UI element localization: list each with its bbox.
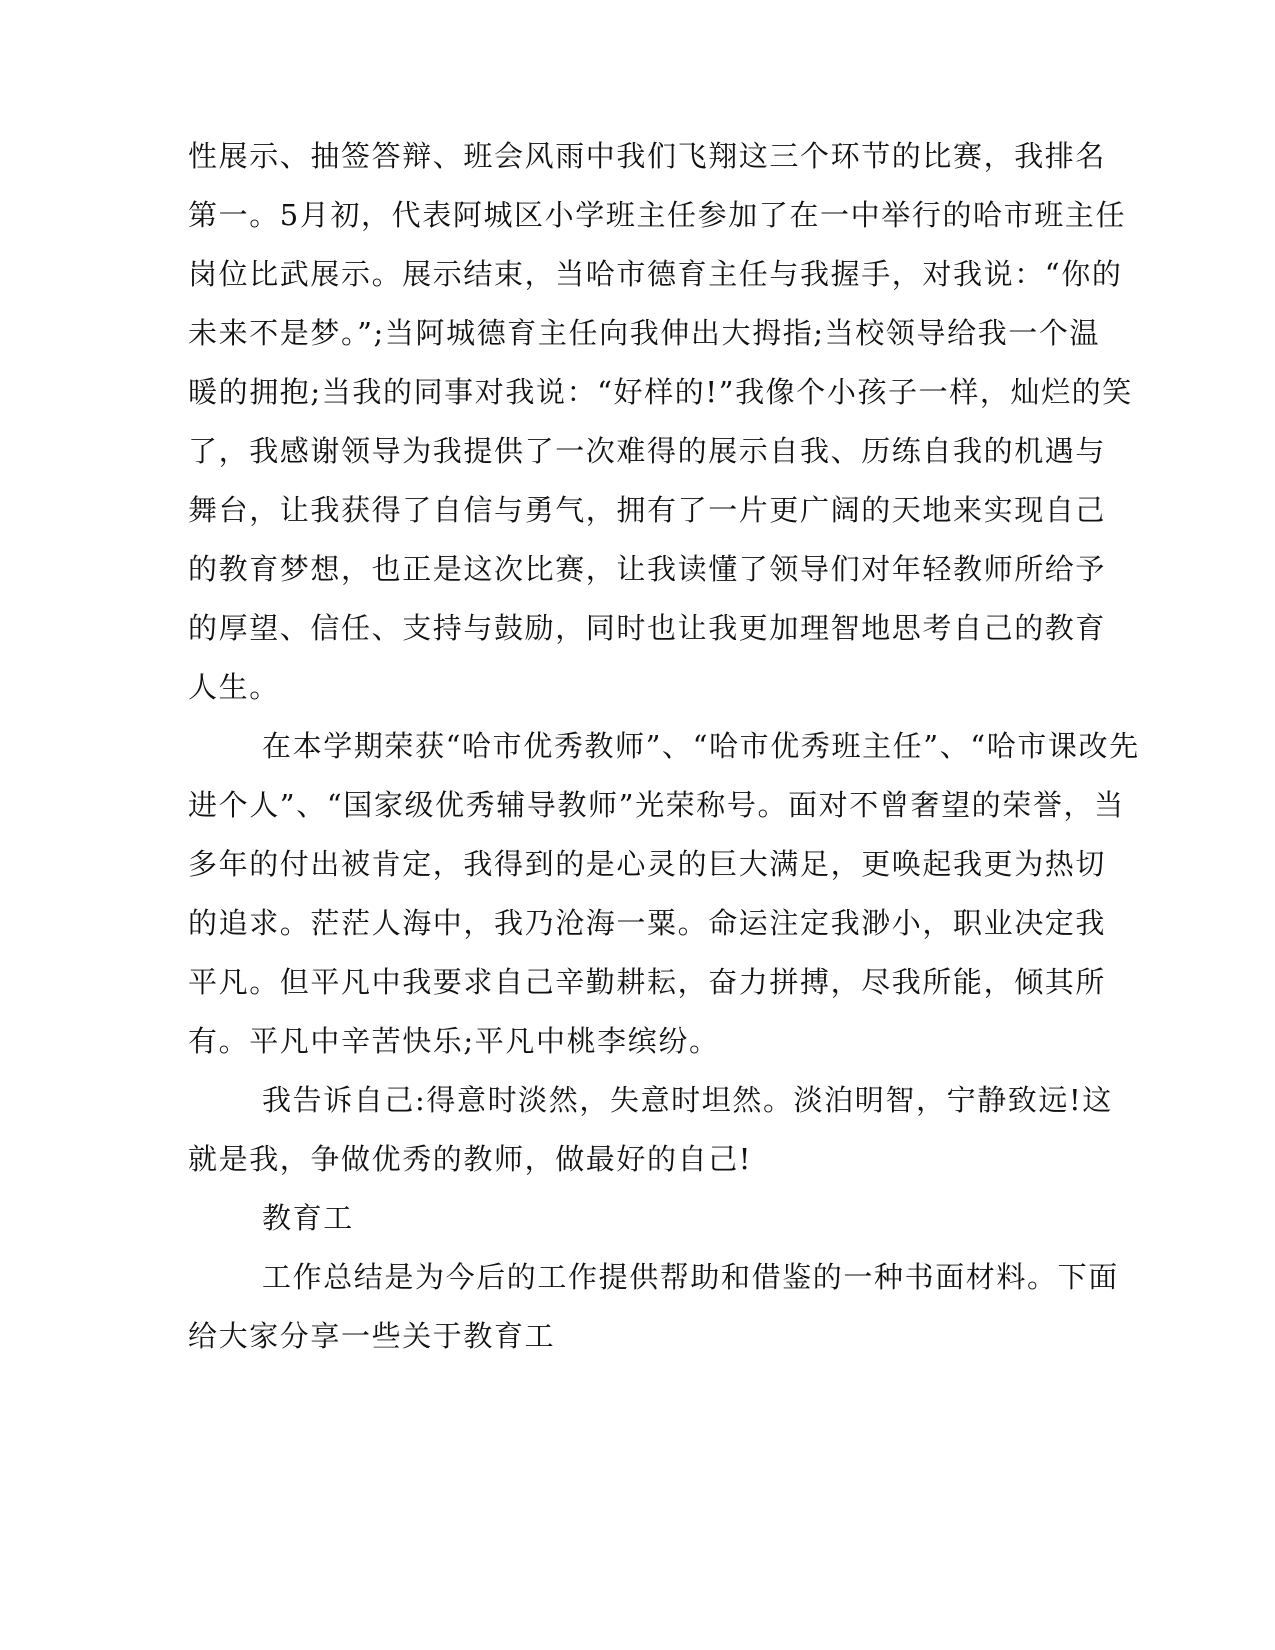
paragraph-start-line: 我告诉自己:得意时淡然，失意时坦然。淡泊明智，宁静致远!这	[262, 1083, 1113, 1117]
text-line: 给大家分享一些关于教育工	[188, 1319, 556, 1353]
text-line: 平凡。但平凡中我要求自己辛勤耕耘，奋力拼搏，尽我所能，倾其所	[188, 965, 1107, 999]
text-line: 第一。5月初，代表阿城区小学班主任参加了在一中举行的哈市班主任	[188, 198, 1127, 232]
paragraph-start-line: 在本学期荣获“哈市优秀教师”、“哈市优秀班主任”、“哈市课改先	[262, 729, 1140, 763]
text-line: 多年的付出被肯定，我得到的是心灵的巨大满足，更唤起我更为热切	[188, 847, 1107, 881]
section-heading: 教育工	[262, 1201, 354, 1235]
text-line: 有。平凡中辛苦快乐;平凡中桃李缤纷。	[188, 1024, 720, 1058]
text-line: 暖的拥抱;当我的同事对我说：“好样的!”我像个小孩子一样，灿烂的笑	[188, 375, 1133, 409]
text-line: 人生。	[188, 670, 280, 704]
text-line: 的厚望、信任、支持与鼓励，同时也让我更加理智地思考自己的教育	[188, 611, 1107, 645]
paragraph-start-line: 工作总结是为今后的工作提供帮助和借鉴的一种书面材料。下面	[262, 1260, 1119, 1294]
text-line: 舞台，让我获得了自信与勇气，拥有了一片更广阔的天地来实现自己	[188, 493, 1107, 527]
text-line: 就是我，争做优秀的教师，做最好的自己!	[188, 1142, 753, 1176]
text-line: 性展示、抽签答辩、班会风雨中我们飞翔这三个环节的比赛，我排名	[188, 139, 1107, 173]
text-line: 的追求。茫茫人海中，我乃沧海一粟。命运注定我渺小，职业决定我	[188, 906, 1107, 940]
text-line: 进个人”、“国家级优秀辅导教师”光荣称号。面对不曾奢望的荣誉，当	[188, 788, 1125, 822]
text-line: 了，我感谢领导为我提供了一次难得的展示自我、历练自我的机遇与	[188, 434, 1107, 468]
text-line: 岗位比武展示。展示结束，当哈市德育主任与我握手，对我说：“你的	[188, 257, 1123, 291]
text-line: 的教育梦想，也正是这次比赛，让我读懂了领导们对年轻教师所给予	[188, 552, 1107, 586]
text-line: 未来不是梦。”;当阿城德育主任向我伸出大拇指;当校领导给我一个温	[188, 316, 1101, 350]
